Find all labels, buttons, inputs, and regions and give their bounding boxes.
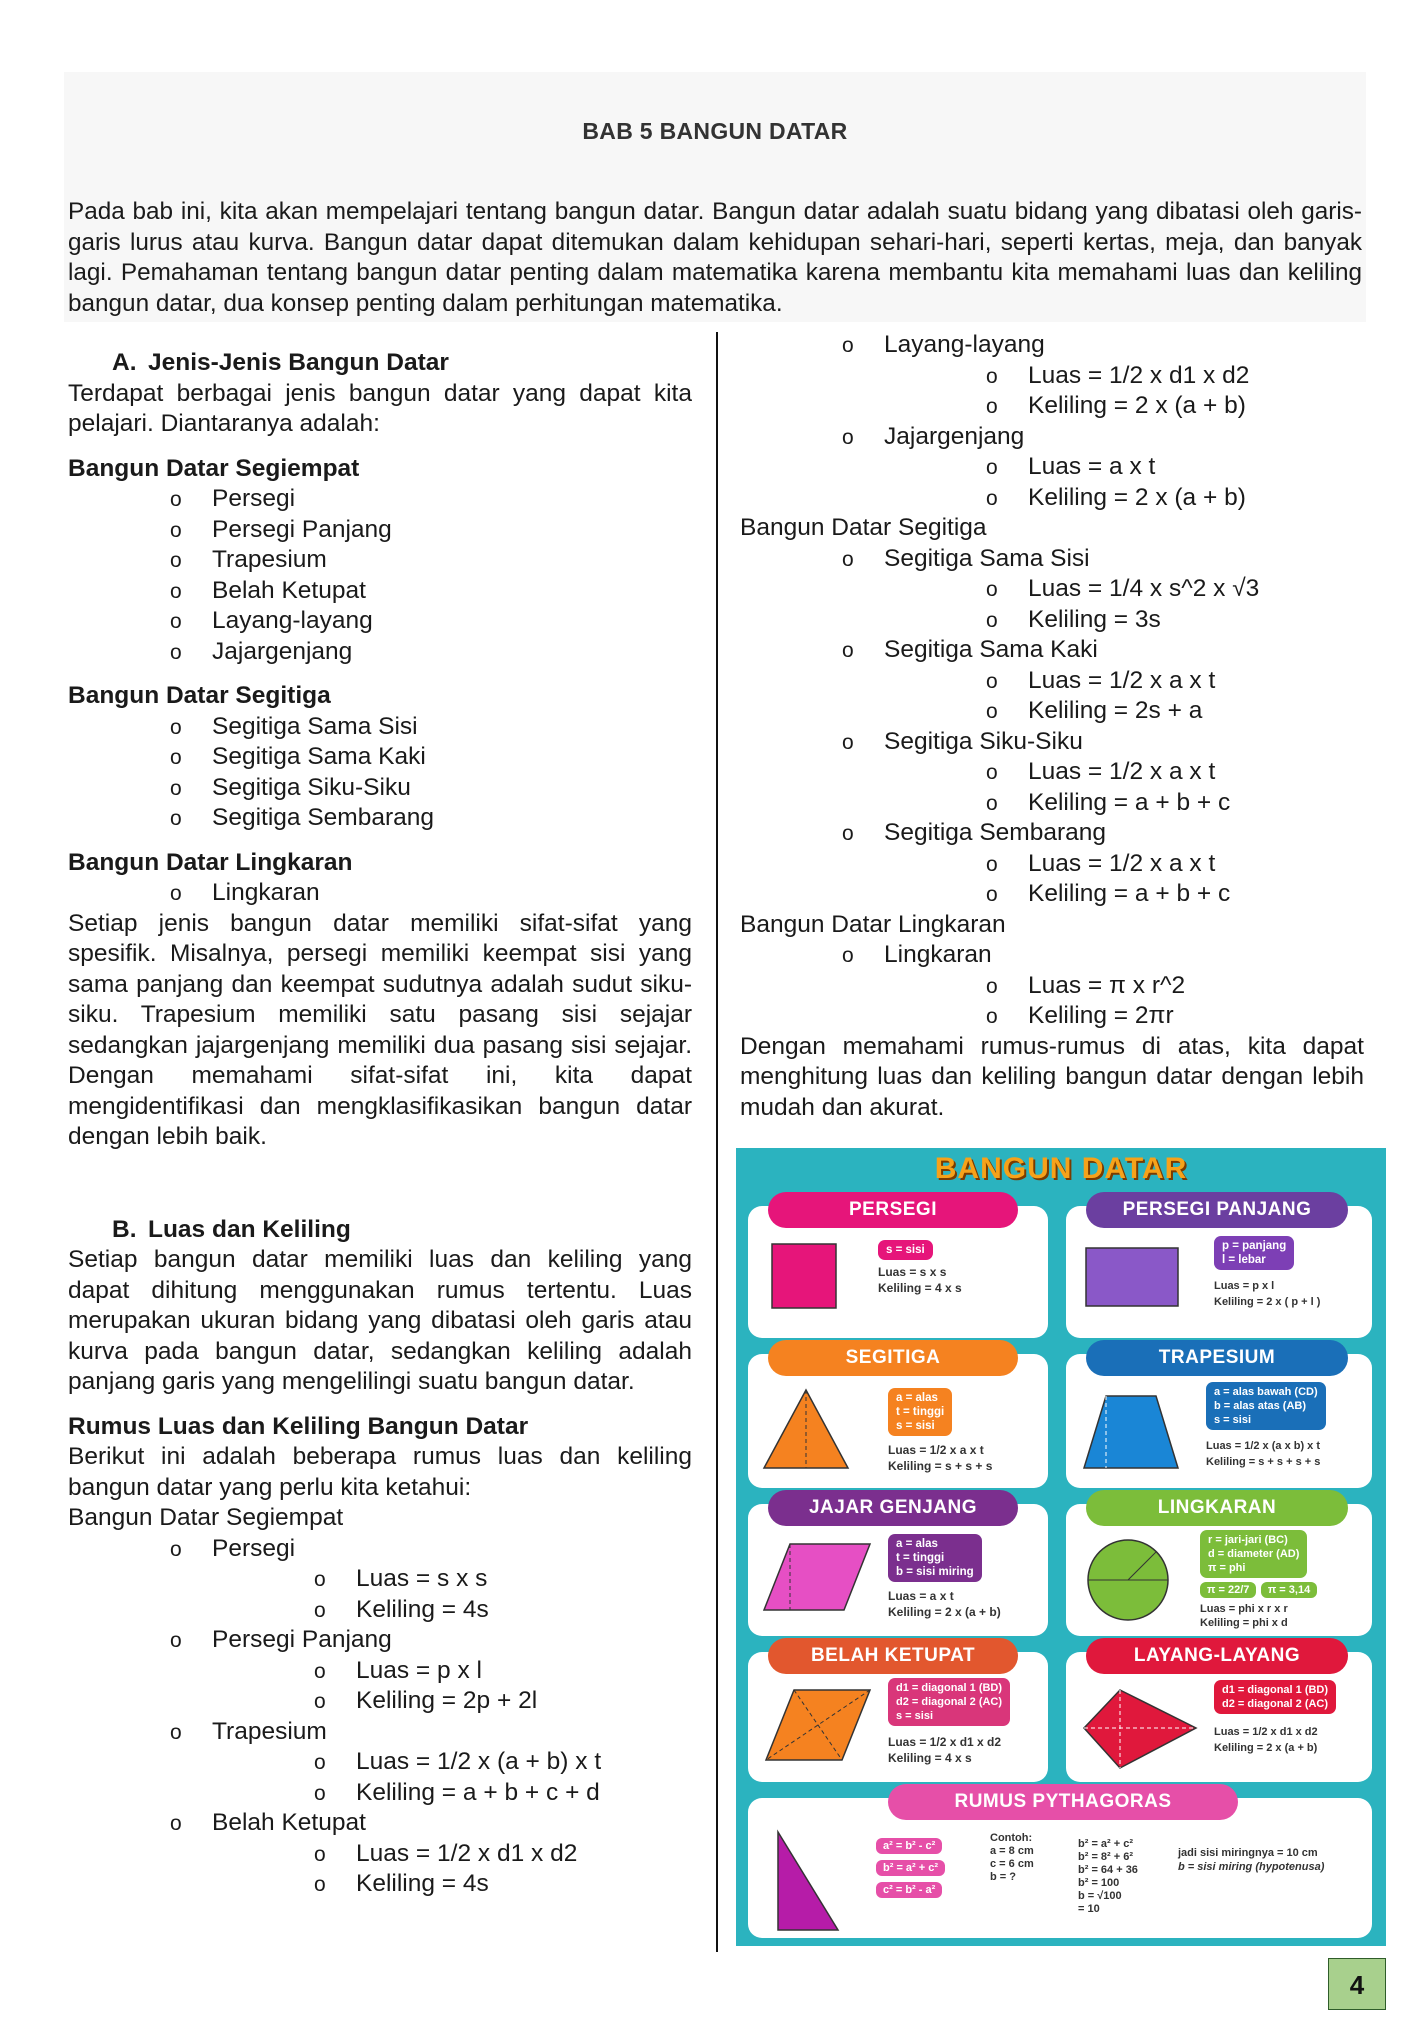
card-title: PERSEGI PANJANG xyxy=(1086,1192,1348,1228)
formula-block: Luas = 1/2 x d1 x d2 Keliling = 4 x s xyxy=(888,1735,1002,1765)
card-lingkaran xyxy=(1066,1497,1372,1636)
formula-block: Luas = s x s Keliling = 4 x s xyxy=(878,1265,962,1295)
formula-block: Luas = 1/2 x a x t Keliling = s + s + s xyxy=(888,1443,993,1473)
poster-title: BANGUN DATAR xyxy=(934,1152,1188,1185)
chapter-title: BAB 5 BANGUN DATAR xyxy=(582,118,848,144)
segiempat-formula-title: Bangun Datar Segiempat xyxy=(68,1504,344,1531)
section-b-intro: Setiap bangun datar memiliki luas dan keliling yang dapat dihitung menggunakan rumus tertentu. Luas merupakan ukuran bidang yang dibatasi oleh garis atau kurva pada bangun datar, sedangkan keliling adalah panjang garis yang mengelilingi suatu bangun datar. xyxy=(68,1246,692,1395)
legend: a = alas t = tinggi s = sisi xyxy=(888,1388,952,1436)
list-item: o Segitiga Sama Sisi xyxy=(842,544,1090,572)
intro-paragraph: Pada bab ini, kita akan mempelajari tentang bangun datar. Bangun datar adalah suatu bidang yang dibatasi oleh garis-garis lurus atau kurva. Bangun datar dapat ditemukan dalam kehidupan sehari-hari, seperti kertas, meja, dan banyak lagi. Pemahaman tentang bangun datar penting dalam matematika karena membantu kita memahami luas dan keliling bangun datar, dua konsep penting dalam perhitungan matematika. xyxy=(68,198,1362,317)
left-column xyxy=(68,348,692,1900)
formula-item: o Luas = π x r^2 xyxy=(986,971,1186,999)
legend: d1 = diagonal 1 (BD) d2 = diagonal 2 (AC) s = sisi xyxy=(888,1678,1010,1726)
group-lingkaran-title: Bangun Datar Lingkaran xyxy=(68,848,353,876)
list-item: o Jajargenjang xyxy=(170,637,353,665)
formula-item: o Keliling = 4s xyxy=(314,1595,489,1623)
list-item: o Lingkaran xyxy=(170,879,320,906)
section-a-intro: Terdapat berbagai jenis bangun datar yang dapat kita pelajari. Diantaranya adalah: xyxy=(68,379,692,437)
formula-item: o Keliling = 3s xyxy=(986,605,1161,633)
list-item: o Layang-layang xyxy=(842,331,1045,358)
list-item: o Persegi Panjang xyxy=(170,515,392,543)
card-title: SEGITIGA xyxy=(768,1340,1018,1376)
rumus-intro: Berikut ini adalah beberapa rumus luas dan keliling bangun datar yang perlu kita ketahui: xyxy=(68,1443,692,1501)
legend: a = alas t = tinggi b = sisi miring xyxy=(888,1534,982,1582)
card-title: BELAH KETUPAT xyxy=(768,1638,1018,1674)
page-number: 4 xyxy=(1328,1958,1386,2010)
formula-block: Luas = p x l Keliling = 2 x ( p + l ) xyxy=(1214,1280,1321,1308)
rhombus-illustration xyxy=(758,1676,878,1776)
solution-block: b² = a² + c² b² = 8² + 6² b² = 64 + 36 b² = 100 b = √100 = 10 xyxy=(1078,1838,1138,1915)
triangle-illustration xyxy=(758,1378,858,1482)
segitiga-formula-title: Bangun Datar Segitiga xyxy=(740,514,987,541)
formula-item: o Keliling = a + b + c xyxy=(986,788,1231,816)
card-persegi xyxy=(748,1199,1048,1338)
pi-values: π = 22/7 π = 3,14 xyxy=(1200,1580,1317,1602)
list-item: o Trapesium xyxy=(170,1717,327,1745)
card-layang-layang xyxy=(1066,1645,1372,1782)
card-belah-ketupat xyxy=(748,1645,1048,1782)
rectangle-illustration xyxy=(1076,1230,1186,1330)
list-item: o Belah Ketupat xyxy=(170,1809,366,1836)
list-item: o Lingkaran xyxy=(842,941,992,968)
list-item: o Persegi xyxy=(170,485,296,512)
formula-item: o Keliling = 2p + 2l xyxy=(314,1687,538,1714)
legend: s = sisi xyxy=(878,1240,933,1260)
formula-item: o Keliling = 2πr xyxy=(986,1002,1174,1029)
formula-item: o Luas = p x l xyxy=(314,1656,482,1684)
formula-item: o Luas = 1/2 x (a + b) x t xyxy=(314,1748,602,1775)
card-segitiga xyxy=(748,1347,1048,1488)
card-title: TRAPESIUM xyxy=(1086,1340,1348,1376)
list-item: o Persegi xyxy=(170,1534,296,1562)
pythagoras-rules: a² = b² - c² b² = a² + c² c² = b² - a² xyxy=(876,1836,945,1902)
list-item: o Layang-layang xyxy=(170,607,373,634)
card-pythagoras xyxy=(748,1791,1372,1938)
formula-item: o Luas = 1/2 x a x t xyxy=(986,849,1216,877)
card-title: LINGKARAN xyxy=(1086,1490,1348,1526)
formula-item: o Luas = 1/2 x a x t xyxy=(986,666,1216,694)
example-block: Contoh: a = 8 cm c = 6 cm b = ? xyxy=(990,1832,1034,1883)
trapezoid-illustration xyxy=(1076,1378,1186,1482)
card-title: PERSEGI xyxy=(768,1192,1018,1228)
formula-item: o Keliling = 2 x (a + b) xyxy=(986,392,1246,419)
legend: d1 = diagonal 1 (BD) d2 = diagonal 2 (AC) xyxy=(1214,1680,1336,1714)
formula-item: o Luas = 1/4 x s^2 x √3 xyxy=(986,575,1260,602)
lingkaran-formula-title: Bangun Datar Lingkaran xyxy=(740,910,1006,938)
right-triangle-illustration xyxy=(758,1822,858,1940)
formula-item: o Luas = a x t xyxy=(986,453,1156,480)
legend: a = alas bawah (CD) b = alas atas (AB) s = sisi xyxy=(1206,1382,1326,1430)
formula-item: o Luas = s x s xyxy=(314,1565,488,1592)
formula-block: Luas = 1/2 x d1 x d2 Keliling = 2 x (a + b) xyxy=(1214,1726,1318,1754)
list-lingkaran xyxy=(68,878,692,909)
formula-item: o Keliling = a + b + c + d xyxy=(314,1778,600,1806)
formula-item: o Luas = 1/2 x d1 x d2 xyxy=(314,1839,578,1867)
card-jajar-genjang xyxy=(748,1497,1048,1636)
section-a-heading: A. Jenis-Jenis Bangun Datar xyxy=(112,349,449,376)
formula-item: o Keliling = 2 x (a + b) xyxy=(986,483,1246,511)
group-segiempat-title: Bangun Datar Segiempat xyxy=(68,454,360,482)
group-segitiga-title: Bangun Datar Segitiga xyxy=(68,682,331,709)
section-a-closing: Setiap jenis bangun datar memiliki sifat-sifat yang spesifik. Misalnya, persegi memiliki keempat sisi yang sama panjang dan keempat sudutnya adalah sudut siku-siku. Trapesium memiliki satu pasang sisi sejajar sedangkan jajargenjang memiliki dua pasang sisi sejajar. Dengan memahami sifat-sifat ini, kita dapat mengidentifikasi dan mengklasifikasikan bangun datar dengan lebih baik. xyxy=(68,909,692,1150)
list-item: o Segitiga Sama Kaki xyxy=(842,636,1098,663)
card-trapesium xyxy=(1066,1347,1372,1488)
card-title: RUMUS PYTHAGORAS xyxy=(888,1784,1238,1820)
list-item: o Segitiga Sama Kaki xyxy=(170,743,426,770)
formula-item: o Keliling = 2s + a xyxy=(986,697,1203,724)
list-item: o Belah Ketupat xyxy=(170,576,366,604)
legend: r = jari-jari (BC) d = diameter (AD) π = phi xyxy=(1200,1530,1307,1578)
formula-block: Luas = 1/2 x (a x b) x t Keliling = s + s + s + s xyxy=(1206,1440,1321,1468)
legend: p = panjang l = lebar xyxy=(1214,1236,1294,1270)
section-b-closing: Dengan memahami rumus-rumus di atas, kita dapat menghitung luas dan keliling bangun datar dengan lebih mudah dan akurat. xyxy=(740,1032,1364,1121)
list-item: o Segitiga Sama Sisi xyxy=(170,712,418,740)
list-item: o Persegi Panjang xyxy=(170,1626,392,1653)
section-b-heading: B. Luas dan Keliling xyxy=(112,1215,351,1243)
rumus-title: Rumus Luas dan Keliling Bangun Datar xyxy=(68,1412,529,1440)
list-item: o Segitiga Siku-Siku xyxy=(170,773,411,801)
circle-illustration xyxy=(1076,1528,1186,1632)
list-item: o Segitiga Sembarang xyxy=(842,819,1107,846)
square-illustration xyxy=(758,1230,848,1330)
column-divider xyxy=(716,332,718,1952)
formula-block: Luas = phi x r x r Keliling = phi x d xyxy=(1200,1603,1288,1629)
list-segitiga xyxy=(68,712,692,834)
bangun-datar-infographic xyxy=(736,1148,1386,1946)
list-item: o Trapesium xyxy=(170,546,327,573)
formula-item: o Keliling = a + b + c xyxy=(986,880,1231,907)
conclusion-block: jadi sisi miringnya = 10 cm b = sisi miring (hypotenusa) xyxy=(1178,1847,1325,1873)
list-item: o Jajargenjang xyxy=(842,422,1025,450)
formula-item: o Luas = 1/2 x d1 x d2 xyxy=(986,361,1250,389)
formula-item: o Luas = 1/2 x a x t xyxy=(986,758,1216,785)
formula-item: o Keliling = 4s xyxy=(314,1870,489,1897)
list-item: o Segitiga Sembarang xyxy=(170,804,435,831)
parallelogram-illustration xyxy=(758,1528,878,1628)
formula-block: Luas = a x t Keliling = 2 x (a + b) xyxy=(888,1589,1001,1619)
card-title: LAYANG-LAYANG xyxy=(1086,1638,1348,1674)
right-column xyxy=(740,330,1364,1123)
list-segiempat xyxy=(68,484,692,667)
card-title: JAJAR GENJANG xyxy=(768,1490,1018,1526)
list-item: o Segitiga Siku-Siku xyxy=(842,727,1083,755)
card-persegi-panjang xyxy=(1066,1199,1372,1338)
kite-illustration xyxy=(1076,1676,1206,1780)
